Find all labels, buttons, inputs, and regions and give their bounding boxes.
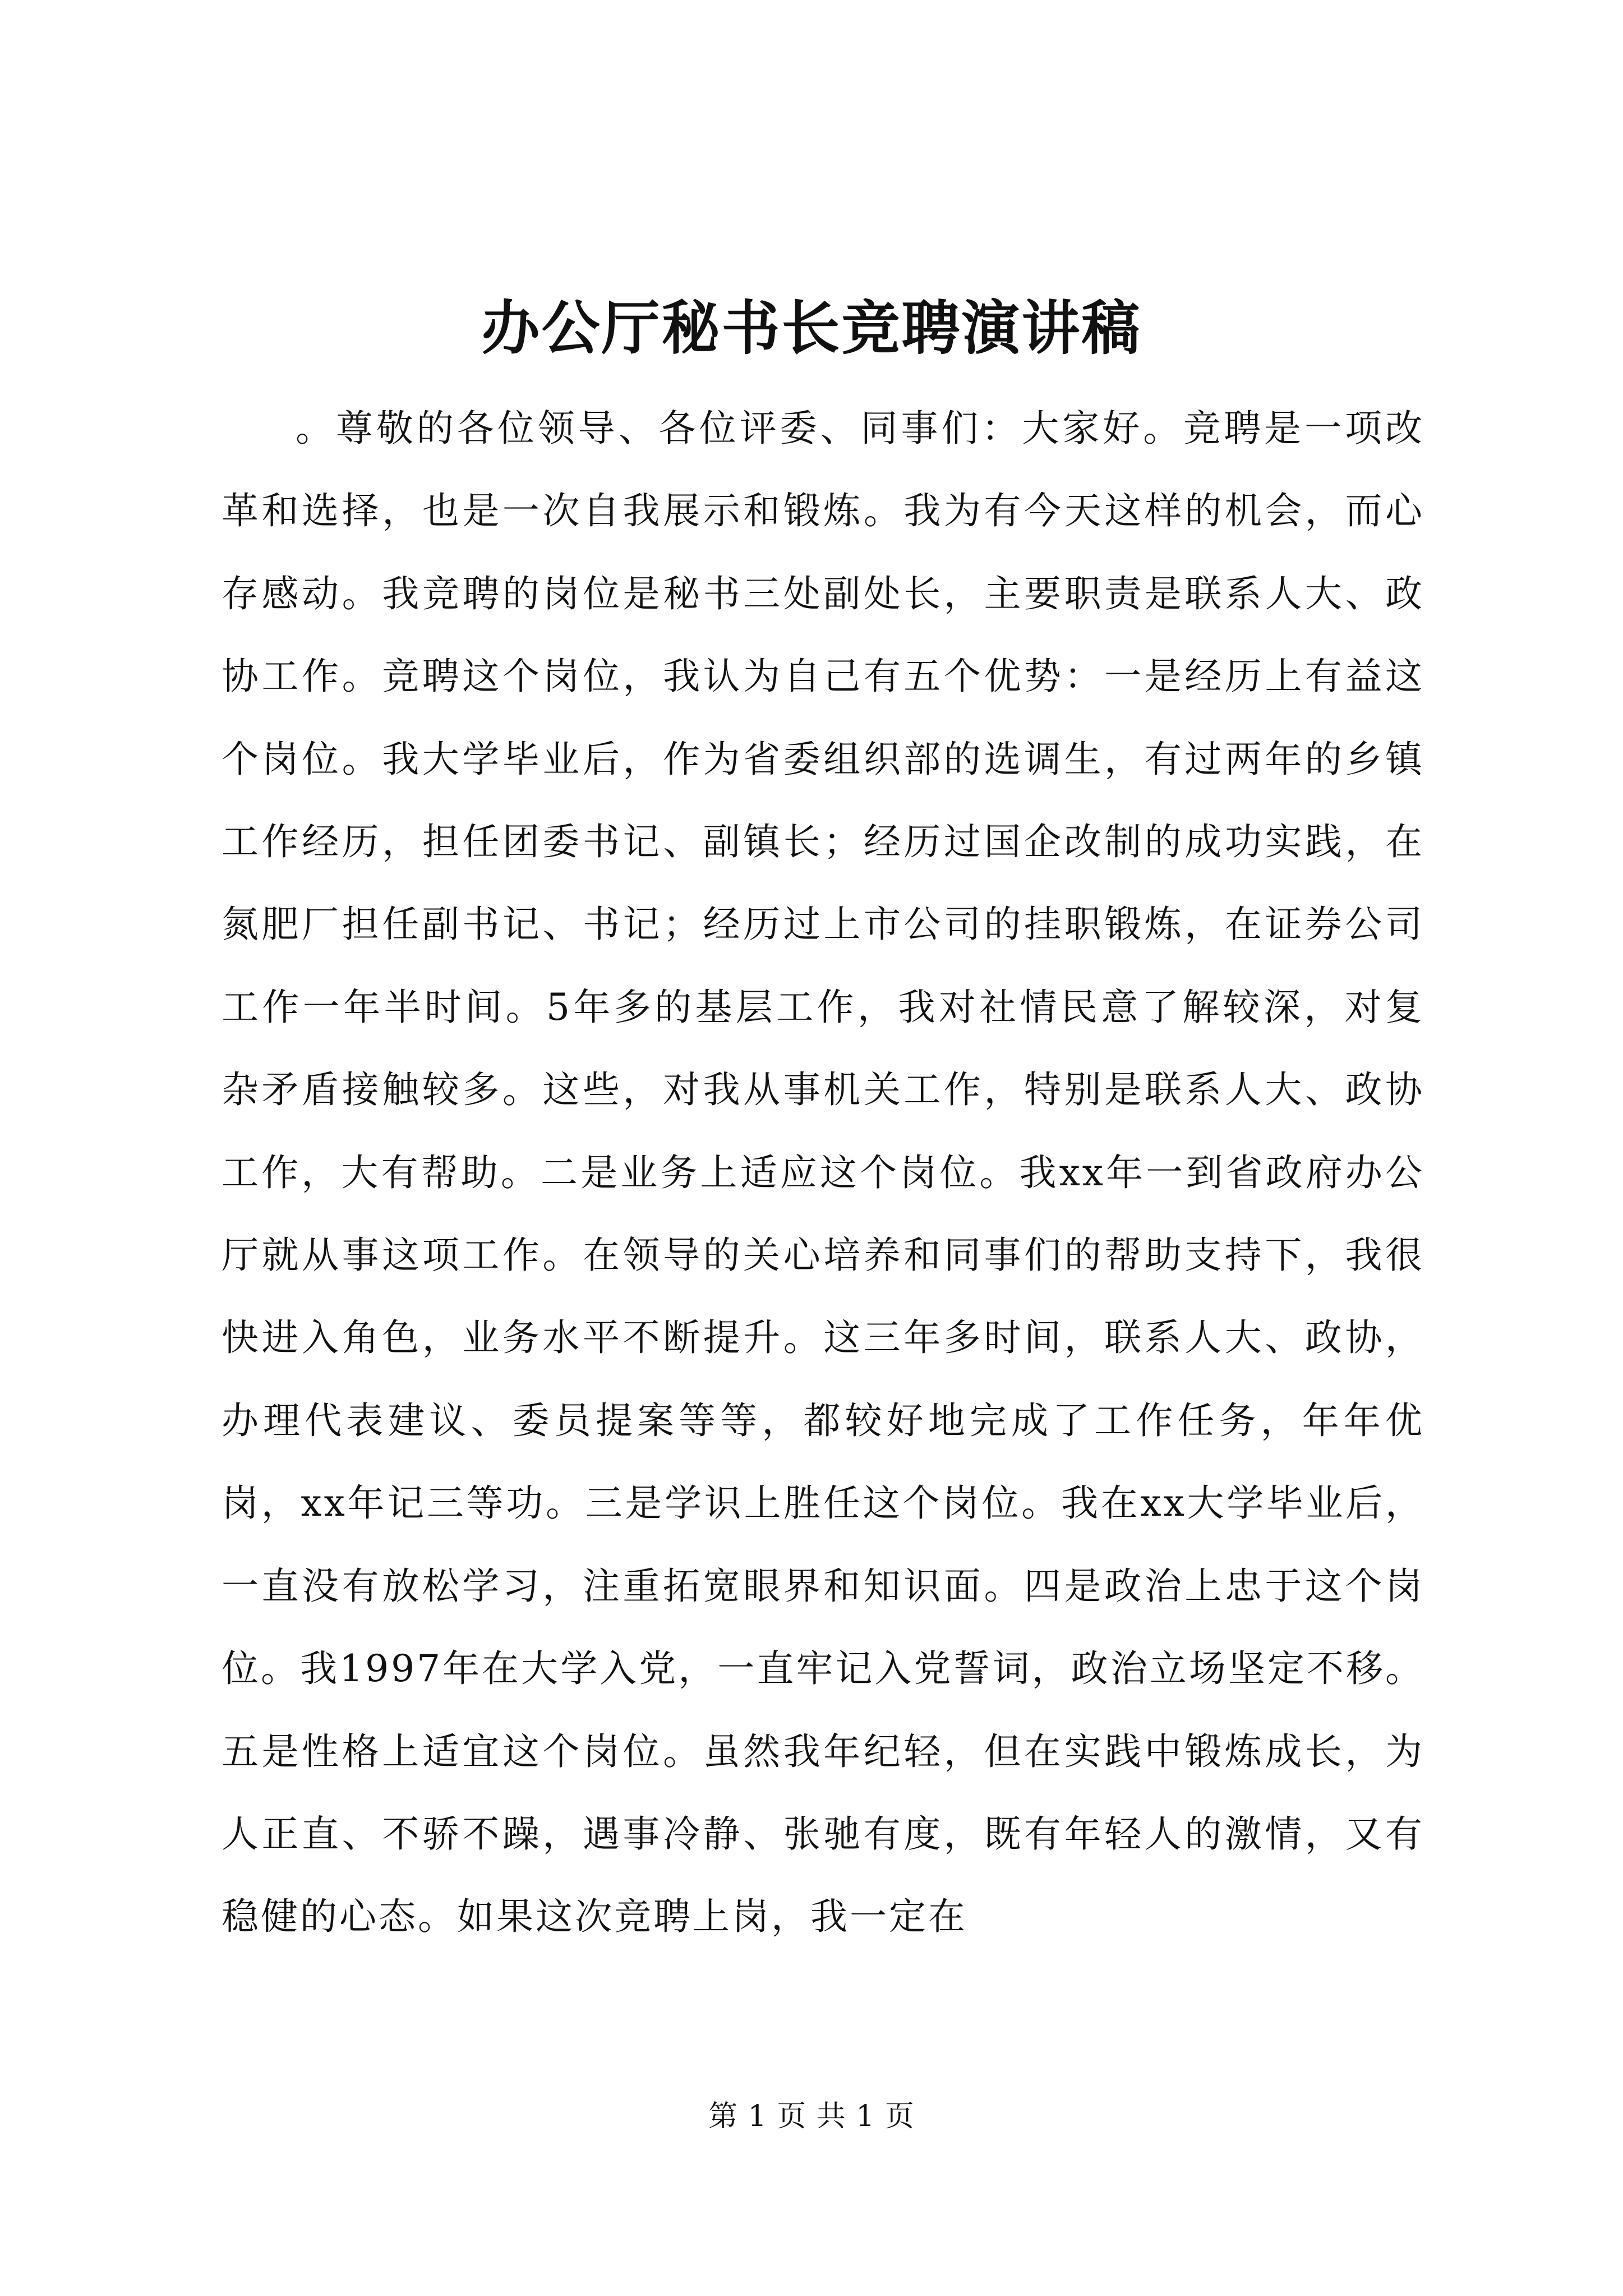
page-title: 办公厅秘书长竞聘演讲稿	[481, 293, 1142, 362]
body-paragraph: 。尊敬的各位领导、各位评委、同事们：大家好。竞聘是一项改革和选择，也是一次自我展示和锻炼。我为有今天这样的机会，而心存感动。我竞聘的岗位是秘书三处副处长，主要职责是联系人大、政协工作。竞聘这个岗位，我认为自己有五个优势：一是经历上有益这个岗位。我大学毕业后，作为省委组织部的选调生，有过两年的乡镇工作经历，担任团委书记、副镇长；经历过国企改制的成功实践，在氮肥厂担任副书记、书记；经历过上市公司的挂职锻炼，在证券公司工作一年半时间。5年多的基层工作，我对社情民意了解较深，对复杂矛盾接触较多。这些，对我从事机关工作，特别是联系人大、政协工作，大有帮助。二是业务上适应这个岗位。我xx年一到省政府办公厅就从事这项工作。在领导的关心培养和同事们的帮助支持下，我很快进入角色，业务水平不断提升。这三年多时间，联系人大、政协，办理代表建议、委员提案等等，都较好地完成了工作任务，年年优岗，xx年记三等功。三是学识上胜任这个岗位。我在xx大学毕业后，一直没有放松学习，注重拓宽眼界和知识面。四是政治上忠于这个岗位。我1997年在大学入党，一直牢记入党誓词，政治立场坚定不移。五是性格上适宜这个岗位。虽然我年纪轻，但在实践中锻炼成长，为人正直、不骄不躁，遇事冷静、张驰有度，既有年轻人的激情，又有稳健的心态。如果这次竞聘上岗，我一定在	[222, 407, 1424, 1939]
page-footer: 第 1 页 共 1 页	[708, 2100, 915, 2133]
